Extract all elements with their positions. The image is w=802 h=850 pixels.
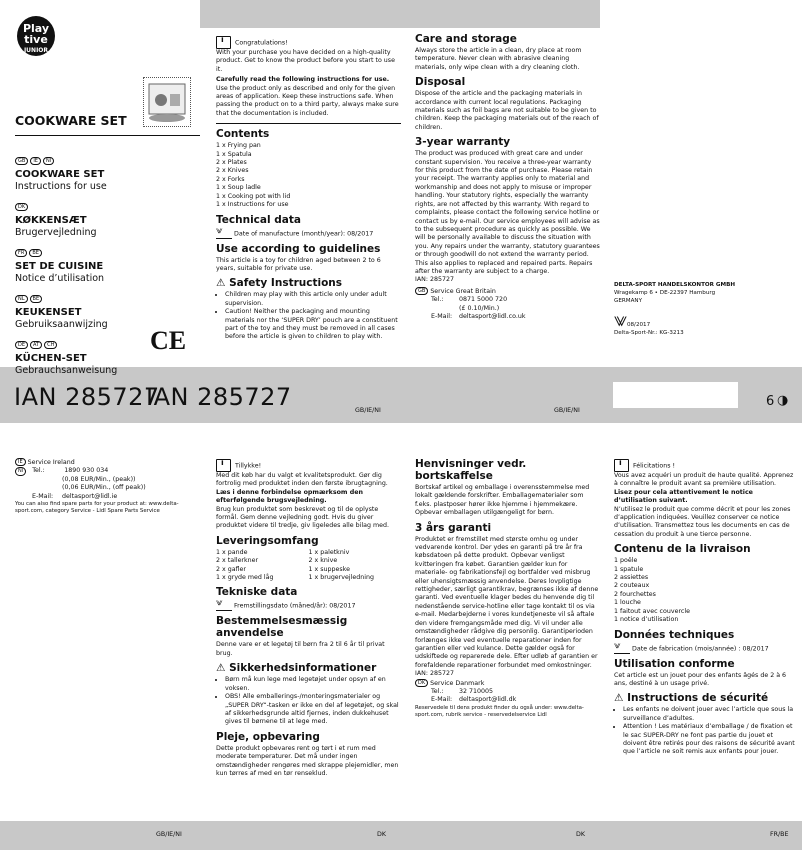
congrats: Félicitations !	[633, 462, 676, 470]
contents-list: 1 poêle 1 spatule 2 assiettes 2 couteaux 2 fourchettes 1 louche 1 faitout avec couvercle 1 notice d’utilisation	[614, 557, 690, 624]
flag-gb: GB	[15, 157, 28, 165]
manufacture-date-icon: ⨈	[614, 643, 630, 654]
flag-ch: CH	[44, 341, 57, 349]
price-offpeak: (0,06 EUR/Min., (off peak))	[62, 484, 146, 492]
lang-subtitle: Gebrauchsanweisung	[15, 365, 118, 376]
flag-fr: FR	[15, 249, 27, 257]
logo-line2: tive	[24, 33, 48, 46]
flag-de: DE	[15, 341, 28, 349]
spare-parts: You can also find spare parts for your product at: www.delta-sport.com, category Service - Lidl Spare Parts Service	[15, 501, 179, 515]
safety-title: Sikkerhedsinformationer	[229, 662, 377, 675]
disposal-body: Dispose of the article and the packaging materials in accordance with current local regulations. Packaging materials such as foil bags are not suitable to be given to children. Keep the packaging materials out of the reach of children.	[415, 90, 599, 131]
top-band	[200, 0, 600, 28]
flag-be: BE	[30, 295, 43, 303]
warranty-title: 3-year warranty	[415, 136, 511, 149]
product-image	[143, 77, 191, 127]
lang-subtitle: Gebruiksaanwijzing	[15, 319, 108, 330]
cover-ian-overlap: IAN 285727	[146, 383, 292, 411]
warranty-title: 3 års garanti	[415, 521, 492, 534]
company-address: Wragekamp 6 • DE-22397 Hamburg	[614, 290, 716, 296]
tel: 0871 5000 720	[459, 296, 508, 304]
tel: 1890 930 034	[64, 467, 109, 475]
use-title: Use according to guidelines	[216, 242, 381, 255]
ireland-block: IE Service Ireland NI Tel.: 1890 930 034 (0,08 EUR/Min., (peak)) (0,06 EUR/Min., (off peak)) E-Mail: deltasport@lidl.ie You can also find spare parts for your product at: www.delta-sport.com, category Service - Lidl Spare Parts Service	[15, 458, 200, 515]
flag-ie: IE	[30, 157, 41, 165]
playtive-logo	[16, 12, 56, 58]
flag-ni: NI	[43, 157, 54, 165]
lang-nl	[15, 288, 200, 330]
use-title: Utilisation conforme	[614, 657, 735, 670]
tel-price: (£ 0.10/Min.)	[459, 304, 500, 312]
disposal-title: Henvisninger vedr. bortskaffelse	[415, 458, 527, 482]
footer-label-1: GB/IE/NI	[156, 831, 182, 838]
intro: With your purchase you have decided on a high-quality product. Get to know the product before you start to use it.	[216, 49, 395, 73]
lang-subtitle: Brugervejledning	[15, 227, 97, 238]
contents-title: Leveringsomfang	[216, 534, 319, 547]
company-no: Delta-Sport-Nr.: KG-3213	[614, 330, 684, 336]
read-title: Carefully read the following instructions for use.	[216, 76, 390, 84]
band-label-1: GB/IE/NI	[355, 407, 381, 414]
dk-page-left	[216, 459, 401, 778]
tech-body: Fremstillingsdato (måned/år): 08/2017	[234, 602, 356, 610]
read-body: Brug kun produktet som beskrevet og til de oplyste formål. Gem denne vejledning godt. Hvis du giver produktet videre til tredje, giv ligeledes alle bilag med.	[216, 505, 390, 530]
contents-list: 1 x pande 2 x tallerkner 2 x gafler 1 x gryde med låg 1 x paletkniv 2 x knive 1 x suppeske 1 x brugervejledning	[216, 548, 374, 582]
warranty-body: Produktet er fremstillet med største omhu og under vedvarende kontrol. Der ydes en garanti på tre år fra købsdatoen på dette produkt. Opbevar venligst kvitteringen fra købet. Garantien gælder kun for materiale- og fabrikationsfejl og bortfalder ved misbrug eller uhensigtsmæssig anvendelse. Deres lovpligtige rettigheder, særligt garantikrav, begrænses ikke af denne garanti. Ved eventuelle klager bedes du henvende dig til nedenstående service-hotline eller tage kontakt til os via e-mail. Medarbejderne i vores kundetjeneste vil så aftale den videre fremgangsmåde med dig. Vi vil under alle omstændigheder rådgive dig personlig. Garantiperioden forlænges ikke ved eventuelle reparationer inden for garantien eller ved kulance. Dette gælder også for udskiftede og reparerede dele. Efter udløb af garantien er forefaldende reparationer forbundet med omkostninger.	[415, 535, 599, 669]
logo-line1: Play	[22, 22, 50, 35]
footer-label-3: DK	[576, 831, 585, 838]
read-body: N’utilisez le produit que comme décrit et pour les zones d’application indiquées. Veuillez conserver ce notice d’utilisation. Transmettez tous les documents en cas de cessation du produit à une tierce personne.	[614, 505, 791, 538]
disposal-body: Bortskaf artikel og emballage i overensstemmelse med lokalt gældende forskrifter. Emballagematerialer som f.eks. plastposer hører ikke hjemme i hjemmekære. Opbevar emballagen utilgængeligt for børn.	[415, 484, 590, 517]
contents-title: Contents	[216, 128, 270, 141]
band-label-2: GB/IE/NI	[554, 407, 580, 414]
lang-title: SET DE CUISINE	[15, 261, 104, 272]
care-title: Pleje, opbevaring	[216, 730, 320, 743]
intro: Med dit køb har du valgt et kvalitetsprodukt. Gør dig fortrolig med produktet inden den første ibrugtagning.	[216, 472, 388, 488]
flag-at: AT	[30, 341, 42, 349]
en-page-right: Care and storage Always store the article in a clean, dry place at room temperature. Never clean with abrasive cleaning materials, only wipe clean with a dry cleaning cloth. Disposal Dispose of the article and the packaging materials in accordance with current local regulations. Packaging materials such as foil bags are not suitable to be given to children. Keep the packaging materials out of the reach of children. 3-year warranty The product was produced with great care and under constant supervision. You receive a three-year warranty for this product from the date of purchase. Please retain your receipt. The warranty applies only to material and workmanship and does not apply to misuse or improper handling. Your statutory rights, especially the warranty rights, are not affected by this warranty. With regard to complaints, please contact the following service hotline or contact us by e-mail. Our service employees will advise as to the subsequent procedure as quickly as possible. We will be personally available to discuss the situation with you. Any repairs under the warranty, statutory guarantees or through goodwill do not extend the warranty period. This also applies to replaced and repaired parts. Repairs after the warranty are subject to a charge. IAN: 285727 GB Service Great Britain Tel.: 0871 5000 720 (£ 0.10/Min.) E-Mail: deltasport@lidl.co.uk	[415, 33, 600, 320]
contents-list: 1 x Frying pan 1 x Spatula 2 x Plates 2 x Knives 2 x Forks 1 x Soup ladle 1 x Cooking pot with lid 1 x Instructions for use	[216, 142, 291, 209]
cover-ian: IAN 285727	[14, 383, 160, 411]
warranty-body: The product was produced with great care and under constant supervision. You receive a three-year warranty for this product from the date of purchase. Please retain your receipt. The warranty applies only to material and workmanship and does not apply to misuse or improper handling. Your statutory rights, especially the warranty rights, are not affected by this warranty. With regard to complaints, please contact the following service hotline or contact us by e-mail. Our service employees will advise as to the subsequent procedure as quickly as possible. We will be personally available to discuss the situation with you. Any repairs under the warranty, statutory guarantees or through goodwill do not extend the warranty period. This also applies to replaced and repaired parts. Repairs after the warranty are subject to a charge.	[415, 150, 600, 275]
cover-title: COOKWARE SET	[15, 113, 127, 128]
tech-title: Technical data	[216, 213, 301, 226]
info-icon	[614, 459, 629, 472]
info-icon	[216, 36, 231, 49]
warning-icon: ⚠	[216, 662, 226, 675]
tel: 32 710005	[459, 687, 494, 695]
read-body: Use the product only as described and only for the given areas of application. Keep these instructions safe. When passing the product on to a third party, always make sure that the documentation is included.	[216, 84, 399, 117]
ian: IAN: 285727	[415, 670, 455, 678]
footer-label-2: DK	[377, 831, 386, 838]
flag-be: BE	[29, 249, 42, 257]
lang-fr	[15, 242, 200, 284]
ian: IAN: 285727	[415, 276, 455, 284]
read-title: Lisez pour cela attentivement le notice d’utilisation suivant.	[614, 488, 753, 505]
lang-title: KÜCHEN-SET	[15, 353, 87, 364]
lang-title: KEUKENSET	[15, 307, 82, 318]
lang-subtitle: Instructions for use	[15, 181, 107, 192]
en-page-left	[216, 36, 401, 342]
care-body: Always store the article in a clean, dry place at room temperature. Never clean with abrasive cleaning materials, only wipe clean with a dry cleaning cloth.	[415, 47, 582, 71]
service-name: Service Great Britain	[430, 287, 496, 295]
lang-subtitle: Notice d’utilisation	[15, 273, 105, 284]
price-peak: (0,08 EUR/Min., (peak))	[62, 475, 136, 483]
lang-title: KØKKENSÆT	[15, 215, 87, 226]
tech-title: Tekniske data	[216, 586, 298, 599]
use-body: Cet article est un jouet pour des enfants âgés de 2 à 6 ans, destiné à un usage privé.	[614, 671, 787, 687]
label-box	[613, 382, 738, 408]
lang-en	[15, 150, 200, 192]
safety-title: Safety Instructions	[229, 277, 343, 290]
cover-divider	[15, 135, 200, 136]
congrats: Congratulations!	[235, 39, 288, 47]
safety-list: • Børn må kun lege med legetøjet under opsyn af en voksen. • OBS! Alle emballerings-/monteringsmaterialer og „SUPER DRY“-tasken er ikke en del af legetøjet, og skal af sikkerhedsgrunde altid fjernes, inden dukkehuset gives til børnene til at lege med.	[216, 676, 401, 726]
divider	[216, 123, 401, 124]
info-icon	[216, 459, 231, 472]
footer-band	[0, 821, 802, 850]
logo-line3: JUNIOR	[23, 47, 49, 54]
dk-page-right: Henvisninger vedr. bortskaffelse Bortskaf artikel og emballage i overensstemmelse med lokalt gældende forskrifter. Emballagematerialer som f.eks. plastposer hører ikke hjemme i hjemmekære. Opbevar emballagen utilgængeligt for børn. 3 års garanti Produktet er fremstillet med største omhu og under vedvarende kontrol. Der ydes en garanti på tre år fra købsdatoen på dette produkt. Opbevar venligst kvitteringen fra købet. Garantien gælder kun for materiale- og fabrikationsfejl og bortfalder ved misbrug eller uhensigtsmæssig anvendelse. Deres lovpligtige rettigheder, særligt garantikrav, begrænses ikke af denne garanti. Ved eventuelle klager bedes du henvende dig til nedenstående service-hotline eller tage kontakt til os via e-mail. Medarbejderne i vores kundetjeneste vil så aftale den videre fremgangsmåde med dig. Vi vil under alle omstændigheder rådgive dig personlig. Garantiperioden forlænges ikke ved eventuelle reparationer inden for garantien eller ved kulance. Dette gælder også for udskiftede og reparerede dele. Efter udløb af garantien er forefaldende reparationer forbundet med omkostninger. IAN: 285727 DK Service Danmark Tel.: 32 710005 E-Mail: deltasport@lidl.dk Reservedele til dens produkt finder du også under: www.delta-sport.com, rubrik service - reservedelservice Lidl	[415, 458, 599, 718]
use-body: This article is a toy for children aged between 2 to 6 years, suitable for private use.	[216, 256, 381, 272]
fr-page	[614, 459, 796, 757]
manufacture-date-icon: ⨈	[216, 228, 232, 239]
company-name: DELTA-SPORT HANDELSKONTOR GMBH	[614, 282, 736, 288]
use-body: Denne vare er et legetøj til børn fra 2 til 6 år til privat brug.	[216, 641, 385, 657]
service-name: Service Ireland	[27, 459, 75, 466]
manufacture-date-icon: ⨈	[216, 600, 232, 611]
care-body: Dette produkt opbevares rent og tørt i et rum med moderate temperaturer. Det må under ingen omstændigheder rengøres med skrappe plejemidler, men kun tørres af med en tør renseklud.	[216, 744, 399, 777]
safety-title: Instructions de sécurité	[627, 692, 769, 705]
disposal-title: Disposal	[415, 76, 466, 89]
tech-title: Données techniques	[614, 628, 735, 641]
service-name: Service Danmark	[430, 679, 485, 687]
date-icon: ⨈	[614, 315, 627, 330]
warning-icon: ⚠	[614, 692, 624, 705]
footer-label-4: FR/BE	[770, 831, 789, 838]
tech-body: Date de fabrication (mois/année) : 08/2017	[632, 645, 769, 652]
read-title: Læs i denne forbindelse opmærksom den efterfølgende brugsvejledning.	[216, 488, 363, 505]
page-number-six: 6	[766, 394, 775, 409]
use-title: Bestemmelsesmæssig anvendelse	[216, 615, 348, 640]
email: deltasport@lidl.co.uk	[459, 312, 526, 320]
lang-title: COOKWARE SET	[15, 169, 105, 180]
tech-body: Date of manufacture (month/year): 08/2017	[234, 230, 374, 237]
flag-nl: NL	[15, 295, 28, 303]
company-country: GERMANY	[614, 298, 643, 304]
care-title: Care and storage	[415, 33, 517, 45]
safety-list: • Children may play with this article only under adult supervision. • Caution! Neither the packaging and mounting materials nor the ‘SUPER DRY’ pouch are a constituent part of the toy and they must be removed in all cases before the article is given to children to play with.	[216, 291, 401, 341]
congrats: Tillykke!	[235, 462, 262, 470]
warning-icon: ⚠	[216, 277, 226, 290]
intro: Vous avez acquéri un produit de haute qualité. Apprenez à connaître le produit avant sa première utilisation.	[614, 472, 794, 488]
email: deltasport@lidl.ie	[62, 492, 118, 500]
contents-title: Contenu de la livraison	[614, 543, 751, 556]
company-block	[614, 281, 794, 337]
half-moon-icon: ◑	[777, 393, 789, 408]
lang-dk	[15, 196, 200, 238]
company-date: 08/2017	[626, 322, 651, 328]
ce-mark: CE	[150, 326, 187, 355]
email: deltasport@lidl.dk	[459, 696, 517, 704]
safety-list: • Les enfants ne doivent jouer avec l’article que sous la surveillance d’adultes. • Attention ! Les matériaux d’emballage / de fixation et le sac SUPER-DRY ne font pas partie du jouet et doivent être retirés pour des raisons de sécurité avant que l’article ne soit remis aux enfants pour jouer.	[614, 706, 796, 756]
flag-dk: DK	[15, 203, 28, 211]
spare-parts: Reservedele til dens produkt finder du også under: www.delta-sport.com, rubrik service - reservedelservice Lidl	[415, 704, 584, 718]
